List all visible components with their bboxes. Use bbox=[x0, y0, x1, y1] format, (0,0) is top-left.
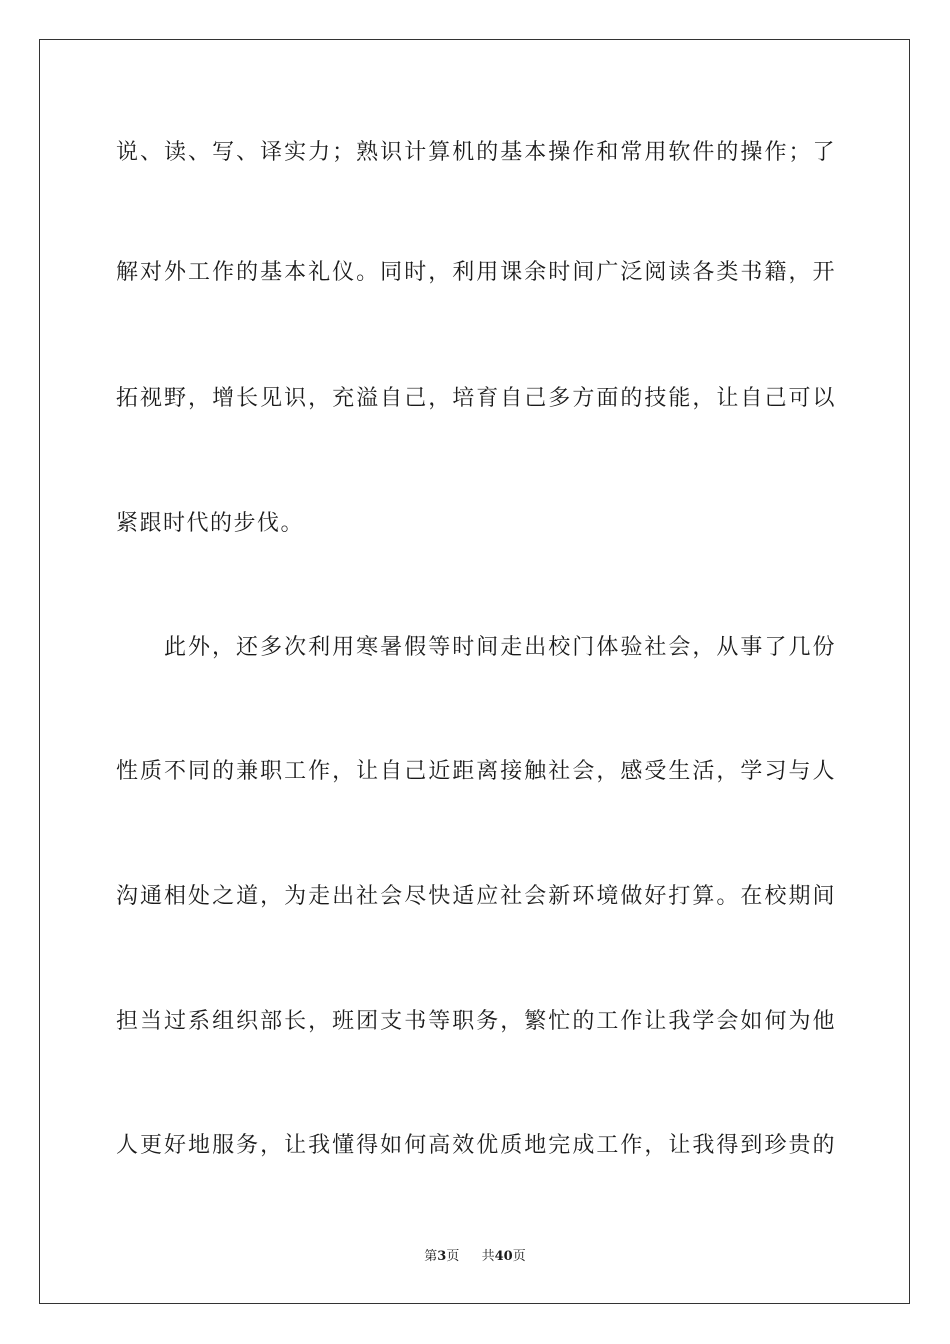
text-line-6: 性质不同的兼职工作，让自己近距离接触社会，感受生活，学习与人 bbox=[116, 759, 836, 784]
footer-total-suffix: 页 bbox=[512, 1249, 526, 1264]
footer-page-suffix: 页 bbox=[446, 1249, 460, 1264]
text-line-7: 沟通相处之道，为走出社会尽快适应社会新环境做好打算。在校期间 bbox=[116, 884, 836, 909]
page-border bbox=[39, 39, 910, 1304]
text-line-2: 解对外工作的基本礼仪。同时，利用课余时间广泛阅读各类书籍，开 bbox=[116, 260, 836, 285]
footer-total-prefix: 共 bbox=[481, 1249, 495, 1264]
text-line-1: 说、读、写、译实力；熟识计算机的基本操作和常用软件的操作；了 bbox=[116, 140, 836, 165]
text-line-8: 担当过系组织部长，班团支书等职务，繁忙的工作让我学会如何为他 bbox=[116, 1009, 836, 1034]
footer-page-prefix: 第 bbox=[424, 1249, 438, 1264]
text-line-4: 紧跟时代的步伐。 bbox=[116, 511, 305, 536]
page-footer bbox=[0, 1248, 950, 1266]
paragraph-start-line: 此外，还多次利用寒暑假等时间走出校门体验社会，从事了几份 bbox=[164, 635, 836, 660]
text-line-9: 人更好地服务，让我懂得如何高效优质地完成工作，让我得到珍贵的 bbox=[116, 1133, 836, 1158]
footer-page-number: 3 bbox=[437, 1249, 447, 1264]
footer-total-pages: 40 bbox=[494, 1249, 513, 1264]
text-line-3: 拓视野，增长见识，充溢自己，培育自己多方面的技能，让自己可以 bbox=[116, 386, 836, 411]
